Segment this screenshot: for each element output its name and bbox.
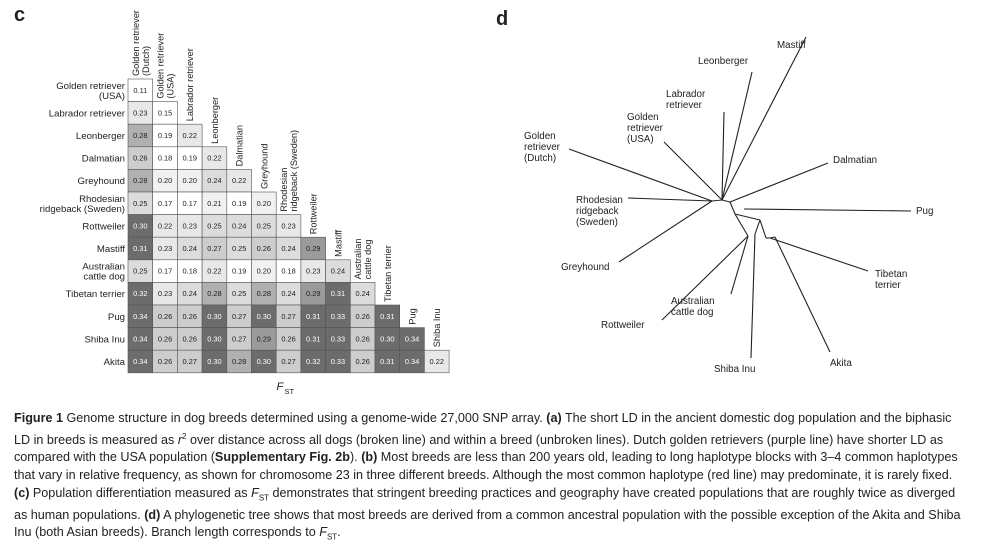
x-axis-label: F xyxy=(276,380,284,393)
tree-leaf-label: (Sweden) xyxy=(576,217,618,228)
fst-cell-value: 0.31 xyxy=(380,357,395,366)
figure-label: Figure 1 xyxy=(14,411,63,425)
fst-cell-value: 0.19 xyxy=(157,131,173,140)
tree-leaf-label: Labrador xyxy=(666,89,706,100)
fst-cell-value: 0.28 xyxy=(231,357,247,366)
x-axis-label-subscript: ST xyxy=(284,386,295,396)
row-label: Australian xyxy=(82,261,125,273)
fst-cell-value: 0.24 xyxy=(281,289,296,299)
column-label: ridgeback (Sweden) xyxy=(288,129,299,212)
tree-leaf-label: retriever xyxy=(524,142,560,153)
tree-leaf-label: ridgeback xyxy=(576,206,619,217)
tree-leaf-label: (USA) xyxy=(627,134,654,145)
tree-leaf-label: retriever xyxy=(666,100,702,111)
tree-branch xyxy=(755,220,760,234)
fst-cell-value: 0.20 xyxy=(157,176,173,186)
row-label: Dalmatian xyxy=(81,153,125,165)
tree-leaf-branch xyxy=(619,201,712,262)
tree-leaf-branch xyxy=(770,238,868,271)
fst-cell-value: 0.24 xyxy=(182,289,197,299)
column-label: Australian xyxy=(353,238,364,280)
tree-branch xyxy=(712,200,722,201)
row-label: Rhodesian xyxy=(79,193,125,205)
fst-cell-value: 0.22 xyxy=(207,266,222,276)
fst-cell-value: 0.28 xyxy=(256,289,272,299)
fst-cell-value: 0.18 xyxy=(281,266,296,276)
fst-cell-value: 0.24 xyxy=(231,221,247,231)
fst-cell-value: 0.26 xyxy=(182,334,197,344)
fst-cell-value: 0.26 xyxy=(355,311,370,321)
tree-leaf-label: Tibetan xyxy=(875,269,908,280)
phylogenetic-tree xyxy=(524,37,933,375)
fst-cell-value: 0.20 xyxy=(256,198,272,208)
fst-cell-value: 0.30 xyxy=(133,221,148,231)
fst-cell-value: 0.26 xyxy=(157,334,173,344)
fst-cell-value: 0.20 xyxy=(182,176,197,186)
tree-leaf-branch xyxy=(664,142,722,200)
tree-leaf-label: Rottweiler xyxy=(601,320,645,331)
fst-cell-value: 0.17 xyxy=(157,198,173,208)
fst-cell-value: 0.23 xyxy=(281,221,296,231)
row-label: Golden retriever xyxy=(56,80,125,92)
row-label: (USA) xyxy=(98,90,125,102)
caption-text-9: . xyxy=(337,525,341,540)
column-label: Rottweiler xyxy=(308,193,319,235)
tree-leaf-branch xyxy=(722,72,752,200)
tree-branch xyxy=(735,214,748,236)
fst-cell-value: 0.27 xyxy=(281,311,296,321)
fst-cell-value: 0.23 xyxy=(157,244,173,253)
fst-cell-value: 0.30 xyxy=(256,311,272,321)
column-label: Mastiff xyxy=(333,229,344,257)
column-label: Shiba Inu xyxy=(432,308,443,348)
figure-caption xyxy=(14,410,969,546)
tree-leaf-label: Leonberger xyxy=(698,56,749,67)
caption-text-4: ). xyxy=(349,450,362,465)
tree-leaf-label: Rhodesian xyxy=(576,195,623,206)
fst-cell-value: 0.25 xyxy=(231,244,247,253)
fst-cell-value: 0.27 xyxy=(207,244,222,253)
caption-supplementary-reference: Supplementary Fig. 2b xyxy=(214,450,350,465)
fst-cell-value: 0.33 xyxy=(330,334,346,344)
fst-cell-value: 0.25 xyxy=(231,289,247,299)
column-label: cattle dog xyxy=(363,239,374,280)
caption-text-7: demonstrates that stringent breeding practices and geography have created populations that are roughly twice as diverged as human populations. xyxy=(14,485,956,522)
fst-cell-value: 0.26 xyxy=(182,311,197,321)
fst-cell-value: 0.18 xyxy=(157,153,173,163)
caption-text-5: Most breeds are less than 200 years old, leading to long haplotype blocks with 3–4 common haplotypes that vary in relative frequency, as shown for chromosome 23 in three different breeds. Although the most common haplotype (red line) may predominate, it is rarely fixed. xyxy=(14,450,958,482)
tree-branch xyxy=(760,220,766,238)
fst-cell-value: 0.34 xyxy=(133,334,148,344)
tree-leaf-label: Akita xyxy=(830,358,852,369)
fst-cell-value: 0.26 xyxy=(157,357,173,366)
fst-cell-value: 0.31 xyxy=(306,311,321,321)
fst-cell-value: 0.31 xyxy=(306,334,321,344)
column-label: Leonberger xyxy=(209,96,220,144)
fst-cell-value: 0.30 xyxy=(207,334,222,344)
caption-fst-subscript-2: ST xyxy=(326,532,338,542)
row-label: Tibetan terrier xyxy=(65,289,125,301)
row-label: Labrador retriever xyxy=(48,108,125,120)
fst-cell-value: 0.34 xyxy=(404,334,420,344)
row-label: ridgeback (Sweden) xyxy=(39,203,125,215)
fst-cell-value: 0.22 xyxy=(429,357,444,366)
tree-leaf-label: Australian xyxy=(671,296,715,307)
tree-branch xyxy=(722,200,730,202)
fst-cell-value: 0.26 xyxy=(355,334,370,344)
fst-cell-value: 0.18 xyxy=(182,266,197,276)
caption-r-symbol: r xyxy=(177,432,183,447)
column-label: Rhodesian xyxy=(279,167,290,212)
fst-cell-value: 0.26 xyxy=(355,357,370,366)
fst-cell-value: 0.34 xyxy=(133,357,148,366)
caption-text-1: Genome structure in dog breeds determined using a genome-wide 27,000 SNP array. xyxy=(66,411,547,425)
caption-r-superscript: 2 xyxy=(182,431,187,441)
fst-cell-value: 0.25 xyxy=(133,198,148,208)
fst-cell-value: 0.24 xyxy=(330,266,346,276)
fst-cell-value: 0.19 xyxy=(231,266,247,276)
fst-cell-value: 0.19 xyxy=(182,153,197,163)
fst-cell-value: 0.25 xyxy=(207,221,222,231)
fst-cell-value: 0.29 xyxy=(306,244,321,253)
fst-cell-value: 0.25 xyxy=(256,221,272,231)
column-label: Dalmatian xyxy=(234,125,245,167)
fst-cell-value: 0.19 xyxy=(231,198,247,208)
fst-cell-value: 0.34 xyxy=(404,357,420,366)
fst-cell-value: 0.30 xyxy=(380,334,395,344)
column-label: (USA) xyxy=(165,73,176,99)
fst-cell-value: 0.30 xyxy=(256,357,272,366)
fst-cell-value: 0.28 xyxy=(133,176,148,186)
caption-text-6: Population differentiation measured as xyxy=(29,485,252,500)
fst-cell-value: 0.27 xyxy=(231,311,247,321)
caption-panel-a-label: (a) xyxy=(546,411,562,425)
row-label: Akita xyxy=(103,357,125,368)
fst-cell-value: 0.23 xyxy=(133,108,148,118)
panel-d-letter: d xyxy=(496,8,509,30)
tree-leaf-label: (Dutch) xyxy=(524,153,557,164)
fst-cell-value: 0.15 xyxy=(157,108,173,118)
fst-cell-value: 0.23 xyxy=(306,266,321,276)
fst-cell-value: 0.21 xyxy=(207,198,222,208)
column-label: Golden retriever xyxy=(155,32,166,99)
fst-cell-value: 0.26 xyxy=(281,334,296,344)
tree-leaf-label: Golden xyxy=(524,131,556,142)
fst-cell-value: 0.29 xyxy=(256,334,272,344)
tree-leaf-label: Golden xyxy=(627,112,659,123)
column-label: Pug xyxy=(407,308,418,325)
caption-fst-subscript: ST xyxy=(258,493,270,503)
row-label: Greyhound xyxy=(77,176,125,188)
caption-text-8: A phylogenetic tree shows that most breeds are derived from a common ancestral population with the possible exception of the Akita and Shiba Inu (both Asian breeds). Branch length corresponds to xyxy=(14,507,961,540)
fst-cell-value: 0.34 xyxy=(133,311,148,321)
fst-cell-value: 0.30 xyxy=(207,357,222,366)
row-label: cattle dog xyxy=(83,271,125,283)
tree-leaf-label: Shiba Inu xyxy=(714,364,756,375)
column-label: Tibetan terrier xyxy=(382,245,393,302)
fst-cell-value: 0.23 xyxy=(157,289,173,299)
fst-cell-value: 0.20 xyxy=(256,266,272,276)
fst-cell-value: 0.33 xyxy=(330,357,346,366)
fst-cell-value: 0.26 xyxy=(256,244,272,253)
fst-cell-value: 0.23 xyxy=(182,221,197,231)
column-label: (Dutch) xyxy=(140,45,151,76)
fst-cell-value: 0.22 xyxy=(207,153,222,163)
fst-cell-value: 0.22 xyxy=(157,221,173,231)
fst-cell-value: 0.28 xyxy=(133,131,148,140)
fst-cell-value: 0.31 xyxy=(330,289,346,299)
tree-leaf-label: Dalmatian xyxy=(833,155,878,166)
fst-cell-value: 0.27 xyxy=(182,357,197,366)
tree-leaf-label: Greyhound xyxy=(561,262,610,273)
tree-leaf-branch xyxy=(744,209,911,211)
panel-c-letter: c xyxy=(14,4,26,26)
row-label: Mastiff xyxy=(96,244,125,255)
caption-panel-b-label: (b) xyxy=(361,450,378,465)
tree-branch xyxy=(730,202,735,214)
tree-leaf-branch xyxy=(569,149,712,201)
tree-leaf-label: Mastiff xyxy=(777,40,806,51)
tree-branch xyxy=(735,214,760,220)
column-label: Golden retriever xyxy=(130,10,141,76)
caption-panel-d-label: (d) xyxy=(144,507,161,522)
fst-cell-value: 0.28 xyxy=(207,289,222,299)
caption-fst-symbol-2: F xyxy=(319,525,327,540)
tree-leaf-branch xyxy=(628,198,712,201)
column-label: Greyhound xyxy=(259,143,270,189)
tree-leaf-label: Pug xyxy=(916,206,934,217)
tree-leaf-branch xyxy=(775,237,830,352)
fst-cell-value: 0.27 xyxy=(281,357,296,366)
fst-cell-value: 0.17 xyxy=(182,198,197,208)
fst-cell-value: 0.31 xyxy=(380,311,395,321)
tree-leaf-branch xyxy=(722,112,724,200)
caption-fst-symbol: F xyxy=(251,485,259,500)
caption-text-2: The short LD in the ancient domestic dog population and the biphasic LD in breeds is measured as xyxy=(14,411,952,447)
fst-cell-value: 0.32 xyxy=(306,357,321,366)
fst-cell-value: 0.17 xyxy=(157,266,173,276)
fst-cell-value: 0.24 xyxy=(207,176,222,186)
fst-cell-value: 0.24 xyxy=(355,289,370,299)
fst-cell-value: 0.24 xyxy=(182,244,197,253)
tree-leaf-branch xyxy=(730,163,828,202)
fst-cell-value: 0.27 xyxy=(231,334,247,344)
fst-cell-value: 0.32 xyxy=(133,289,148,299)
caption-text-3: over distance across all dogs (broken line) and within a breed (unbroken lines). Dutch golden retrievers (purple line) have shorter LD as compared with the USA population ( xyxy=(14,432,944,465)
fst-cell-value: 0.11 xyxy=(133,85,148,95)
fst-cell-value: 0.26 xyxy=(157,311,173,321)
row-label: Leonberger xyxy=(75,131,125,142)
tree-leaf-label: terrier xyxy=(875,280,901,291)
fst-cell-value: 0.31 xyxy=(133,244,148,253)
row-label: Pug xyxy=(107,311,125,323)
fst-cell-value: 0.24 xyxy=(281,244,296,253)
caption-panel-c-label: (c) xyxy=(14,485,30,500)
row-label: Rottweiler xyxy=(82,221,125,233)
row-label: Shiba Inu xyxy=(84,334,125,346)
fst-cell-value: 0.33 xyxy=(330,311,346,321)
tree-leaf-label: retriever xyxy=(627,123,663,134)
fst-cell-value: 0.26 xyxy=(133,153,148,163)
fst-cell-value: 0.30 xyxy=(207,311,222,321)
tree-leaf-branch xyxy=(751,234,755,358)
fst-cell-value: 0.22 xyxy=(231,176,247,186)
fst-cell-value: 0.25 xyxy=(133,266,148,276)
fst-cell-value: 0.29 xyxy=(306,289,321,299)
tree-leaf-label: cattle dog xyxy=(671,307,714,318)
column-label: Labrador retriever xyxy=(185,48,196,122)
fst-cell-value: 0.22 xyxy=(182,131,197,140)
fst-heatmap xyxy=(40,10,449,396)
